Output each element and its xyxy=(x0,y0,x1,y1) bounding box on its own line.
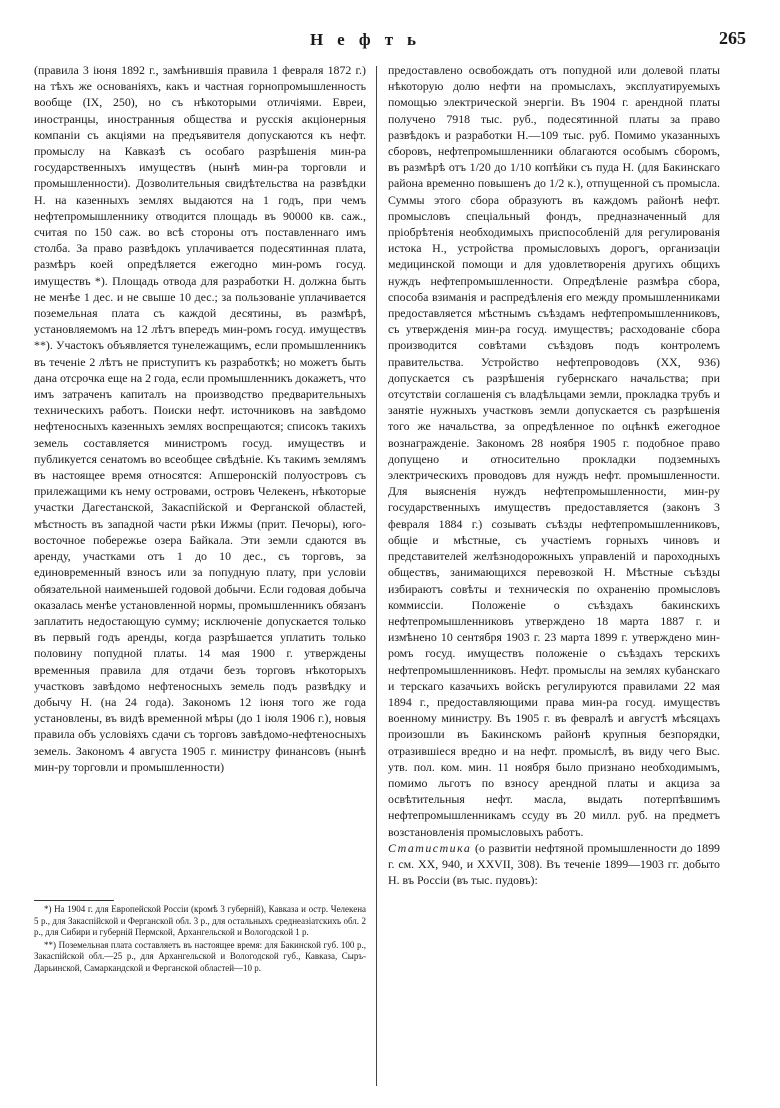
statistics-text: (о развитіи нефтяной промышленности до 1899 г. см. XX, 940, и XXVII, 308). Въ теченіе 1899—1903 гг. добыто Н. въ Россіи (въ тыс. пудовъ): xyxy=(388,840,720,888)
page-number: 265 xyxy=(719,28,746,48)
left-column-text: (правила 3 іюня 1892 г., замѣнившія правила 1 февраля 1872 г.) на тѣхъ же основаніяхъ, какъ и частная горнопромышленность вообще (IX, 250), но съ нѣкоторыми отличіями. Евреи, иностранцы, иностранныя общества и русскія акціонерныя компаніи съ акціями на предъявителя допускаются къ нефт. промыслу на Кавказѣ съ особаго разрѣшенія мин-ра государственныхъ имуществъ (нынѣ мин-ра торговли и промышленности). Дозволительныя свидѣтельства на развѣдки Н. на казенныхъ землях выдаются на 1 годъ, при чемъ нефтепромышленнику отводится площадь въ 90000 кв. саж., считая по 150 саж. во всѣ стороны отъ поставленнаго имъ столба. За право развѣдокъ уплачивается подесятинная плата, размѣръ коей опредѣляется ежегодно мин-ромъ госуд. имуществъ *). Площадь отвода для разработки Н. должна быть не менѣе 1 дес. и не свыше 10 дес.; за пользованіе уплачивается поземельная плата съ каждой десятины, въ размѣрѣ, установляемомъ на 12 лѣтъ впередъ мин-ромъ госуд. имуществъ **). Участокъ объявляется тунележащимъ, если промышленникъ въ теченіе 2 лѣтъ не приступитъ къ разработкѣ; но можетъ быть дана отсрочка еще на 2 года, если промышленникъ докажетъ, что имъ затраченъ капиталъ на производство предварительныхъ техническихъ работъ. Поиски нефт. источниковъ на завѣдомо нефтеносныхъ казенныхъ землях воспрещаются; списокъ такихъ земель составляется министромъ госуд. имуществъ и публикуется сенатомъ во всеобщее свѣдѣніе. Къ такимъ землямъ въ настоящее время относятся: Апшеронскій полуостровъ съ прилежащими къ нему островами, островъ Челекенъ, нѣкоторые участки Дагестанской, Закаспійской и Ферганской областей, мѣстность въ западной части рѣки Ижмы (прит. Печоры), юго-восточное побережье озера Байкала. Эти земли сдаются въ аренду, участками отъ 1 до 10 дес., съ торговъ, за единовременный взносъ или за попудную плату, при условіи обязательной наименьшей годовой добычи. Если годовая добыча оказалась менѣе установленной нормы, промышленникъ обязанъ заплатить недостающую сумму; исключеніе допускается только въ первый годъ аренды, когда разрѣшается уплатить только половину попудной платы. 14 мая 1900 г. утверждены временныя правила для отдачи безъ торговъ нѣкоторыхъ участковъ завѣдомо нефтеносныхъ земель подъ развѣдку и добычу Н. (на 24 года). Закономъ 12 іюня того же года установлены, въ видѣ временной мѣры (до 1 іюля 1906 г.), новыя правила объ условіяхъ сдачи съ торговъ завѣдомо-нефтеносныхъ земель. Закономъ 4 августа 1905 г. министру финансовъ (нынѣ мин-ру торговли и промышленности) xyxy=(34,63,366,774)
right-column xyxy=(388,62,720,1042)
footnote-1: *) На 1904 г. для Европейской Россіи (кромѣ 3 губерній), Кавказа и остр. Челекена 5 р., для Закаспійской и Ферганской обл. 3 р., для остальныхъ среднеазіатскихъ обл. 2 р., для Сибири и губерній Пермской, Архангельской и Вологодской 1 р. xyxy=(34,904,366,938)
page-header xyxy=(0,30,780,58)
statistics-heading: Статистика xyxy=(388,840,472,855)
footnotes xyxy=(34,904,366,976)
footnote-2: **) Поземельная плата составляетъ въ настоящее время: для Бакинской губ. 100 р., Закаспійской обл.—25 р., для Архангельской и Вологодской губ., Кавказа, Сыръ-Дарьинской, Самаркандской и Ферганской областей—10 р. xyxy=(34,939,366,973)
right-column-text: предоставлено освобождать отъ попудной или долевой платы нѣкоторую долю нефти на промыслахъ, эксплуатируемыхъ помощью электрической энергіи. Въ 1904 г. арендной платы получено 7918 тыс. руб., подесятинной платы за право развѣдокъ и разработки Н.—109 тыс. руб. Помимо указанныхъ сборовъ, нефтепромышленники облагаются особымъ сборомъ, въ размѣрѣ отъ 1/20 до 1/10 копѣйки съ пуда Н. (для Бакинскаго района временно повышенъ до 1/2 к.), отпущенной съ промысла. Суммы этого сбора образуютъ въ каждомъ районѣ нефт. промысловъ спеціальный фондъ, предназначенный для пріобрѣтенія необходимыхъ приспособленій для регулированія истока Н., устройства промысловыхъ дорогъ, организаціи медицинской помощи и для удовлетворенія другихъ общихъ нуждъ нефтепромышленности. Опредѣленіе размѣра сбора, способа взиманія и распредѣленія его между промышленниками предоставляется мѣстнымъ съѣздамъ нефтепромышленниковъ, съ утвержденія мин-ра госуд. имуществъ; расходованіе сбора производится совѣтами съѣздовъ подъ контролемъ правительства. Устройство нефтепроводовъ (XX, 936) допускается съ разрѣшенія губернскаго начальства; при отсутствіи соглашенія съ владѣльцами земли, прокладка трубъ и занятіе нужныхъ участковъ земли допускается съ разрѣшенія того же начальства, за опредѣленное по оцѣнкѣ ежегодное вознагражденіе. Закономъ 28 ноября 1905 г. подобное право допущено и относительно прокладки подземныхъ электрическихъ проводовъ для нуждъ нефт. промышленности. Для выясненія нуждъ нефтепромышленности, мин-ру государственныхъ имуществъ предоставляется (законъ 3 февраля 1884 г.) созывать съѣзды нефтепромышленниковъ, общіе и мѣстные, съ участіемъ горныхъ чиновъ и представителей желѣзнодорожныхъ управленій и пароходныхъ обществъ, занимающихся перевозкой Н. Мѣстные съѣзды избираютъ совѣты и техническія по охраненію промысловъ коммиссіи. Положеніе о съѣздахъ бакинскихъ нефтепромышленниковъ утверждено 18 марта 1887 г. и измѣнено 10 сентября 1903 г. 23 марта 1899 г. утверждено мин-ромъ госуд. имуществъ положеніе о съѣздахъ терскихъ нефтепромышленниковъ. Нефт. промыслы на землях кубанскаго и терскаго казачьихъ войскъ регулируются правилами 22 мая 1894 г., предоставляющими права мин-ра госуд. имуществъ военному министру. Въ 1905 г. въ февралѣ и августѣ мѣсяцахъ произошли въ Бакинскомъ районѣ крупныя безпорядки, отразившіеся вредно и на нефт. промыслѣ, въ виду чего Выс. утв. пол. ком. мин. 11 ноября было признано необходимымъ, помимо льготъ по взносу арендной платы и акциза за освѣтительныя нефт. масла, выдать потерпѣвшимъ нефтепромышленникамъ ссуду въ 20 милл. руб. на предметъ возстановленія промысловыхъ работъ. xyxy=(388,63,720,839)
column-divider xyxy=(376,66,377,1086)
running-title: Нефть xyxy=(309,30,431,49)
left-column xyxy=(34,62,366,774)
footnote-divider xyxy=(34,900,114,901)
statistics-paragraph xyxy=(388,840,720,889)
